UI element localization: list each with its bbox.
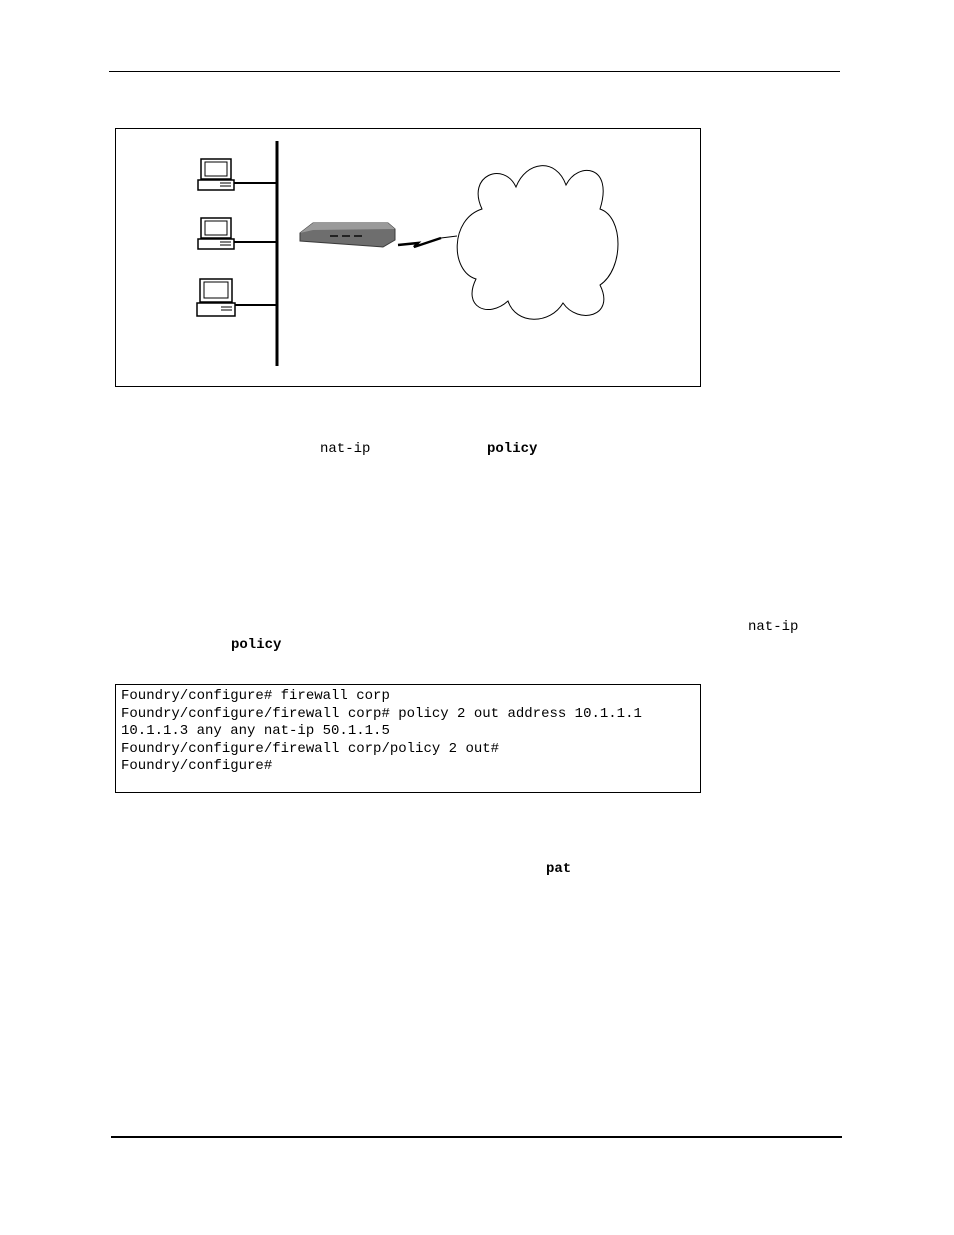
code-line: Foundry/configure# (121, 758, 273, 774)
wan-link-line (441, 236, 457, 238)
code-line: Foundry/configure/firewall corp# policy 2 out address 10.1.1.1 (121, 706, 642, 722)
term-nat-ip: nat-ip (748, 619, 799, 635)
workstation-icon (198, 159, 234, 190)
term-nat-ip: nat-ip (320, 441, 371, 457)
footer-rule (111, 1136, 842, 1138)
network-diagram-canvas (116, 129, 702, 388)
workstation-icon (198, 218, 234, 249)
term-policy: policy (487, 441, 538, 457)
code-line: Foundry/configure# firewall corp (121, 688, 390, 704)
router-icon (300, 223, 395, 247)
code-block (115, 684, 701, 793)
code-line: Foundry/configure/firewall corp/policy 2 out# (121, 741, 500, 757)
cloud-icon (457, 166, 618, 320)
term-policy: policy (231, 637, 282, 653)
code-line: 10.1.1.3 any any nat-ip 50.1.1.5 (121, 723, 390, 739)
term-pat: pat (546, 861, 572, 877)
network-diagram (115, 128, 701, 387)
workstation-icon (197, 279, 235, 316)
wan-link-icon (398, 238, 441, 247)
header-rule (109, 71, 840, 72)
